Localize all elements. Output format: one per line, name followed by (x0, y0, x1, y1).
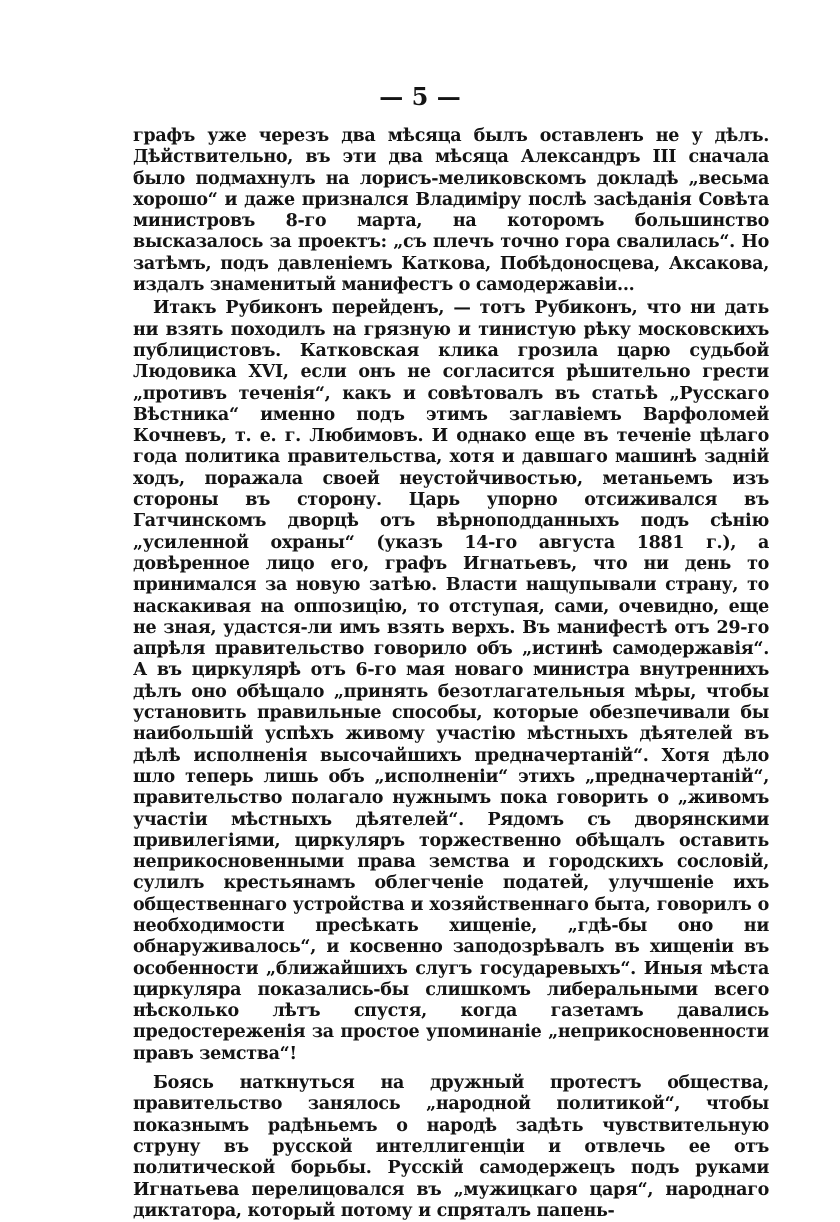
paragraph-people-policy: Боясь наткнуться на дружный протестъ общества, правительство занялось „народной политикой“, чтобы показнымъ радѣньемъ о народѣ задѣть чувствительную струну въ русской интеллигенціи и отвлечь ее отъ политической борьбы. Русскій самодержецъ подъ руками Игнатьева перелицовался въ „мужицкаго царя“, народнаго диктатора, который потому и спряталъ папень- (133, 1073, 769, 1221)
page-number: — 5 — (379, 82, 461, 111)
paragraph-continuation: графъ уже черезъ два мѣсяца былъ оставленъ не у дѣлъ. Дѣйствительно, въ эти два мѣсяца Александръ III сначала было подмахнулъ на лорисъ-меликовскомъ докладѣ „весьма хорошо“ и даже признался Владиміру послѣ засѣданія Совѣта министровъ 8-го марта, на которомъ большинство высказалось за проектъ: „съ плечъ точно гора свалилась“. Но затѣмъ, подъ давленіемъ Каткова, Побѣдоносцева, Аксакова, издалъ знаменитый манифестъ о самодержавіи... (133, 126, 769, 296)
body-text (133, 126, 769, 1222)
paragraph-rubicon: Итакъ Рубиконъ перейденъ, — тотъ Рубиконъ, что ни дать ни взять походилъ на грязную и тинистую рѣку московскихъ публицистовъ. Катковская клика грозила царю судьбой Людовика XVI, если онъ не согласится рѣшительно грести „противъ теченія“, какъ и совѣтовалъ въ статьѣ „Русскаго Вѣстника“ именно подъ этимъ заглавіемъ Варфоломей Кочневъ, т. е. г. Любимовъ. И однако еще въ теченіе цѣлаго года политика правительства, хотя и давшаго машинѣ задній ходъ, поражала своей неустойчивостью, метаньемъ изъ стороны въ сторону. Царь упорно отсиживался въ Гатчинскомъ дворцѣ отъ вѣрноподданныхъ подъ сѣнію „усиленной охраны“ (указъ 14-го августа 1881 г.), а довѣренное лицо его, графъ Игнатьевъ, что ни день то принимался за новую затѣю. Власти нащупывали страну, то наскакивая на оппозицію, то отступая, сами, очевидно, еще не зная, удастся-ли имъ взять верхъ. Въ манифестѣ отъ 29-го апрѣля правительство говорило объ „истинѣ самодержавія“. А въ циркулярѣ отъ 6-го мая новаго министра внутреннихъ дѣлъ оно обѣщало „принять безотлагательныя мѣры, чтобы установить правильные способы, которые обезпечивали бы наибольшій успѣхъ живому участію мѣстныхъ дѣятелей въ дѣлѣ исполненія высочайшихъ предначертаній“. Хотя дѣло шло теперь лишь объ „исполненіи“ этихъ „предначертаній“, правительство полагало нужнымъ пока говорить о „живомъ участіи мѣстныхъ дѣятелей“. Рядомъ съ дворянскими привилегіями, циркуляръ торжественно обѣщалъ оставить неприкосновенными права земства и городскихъ сословій, сулилъ крестьянамъ облегченіе податей, улучшеніе ихъ общественнаго устройства и хозяйственнаго быта, говорилъ о необходимости пресѣкать хищеніе, „гдѣ-бы оно ни обнаруживалось“, и косвенно заподозрѣвалъ въ хищеніи въ особенности „ближайшихъ слугъ государевыхъ“. Иныя мѣста циркуляра показались-бы слишкомъ либеральными всего нѣсколько лѣтъ спустя, когда газетамъ давались предостереженія за простое упоминаніе „неприкосновенности правъ земства“! (133, 298, 769, 1064)
